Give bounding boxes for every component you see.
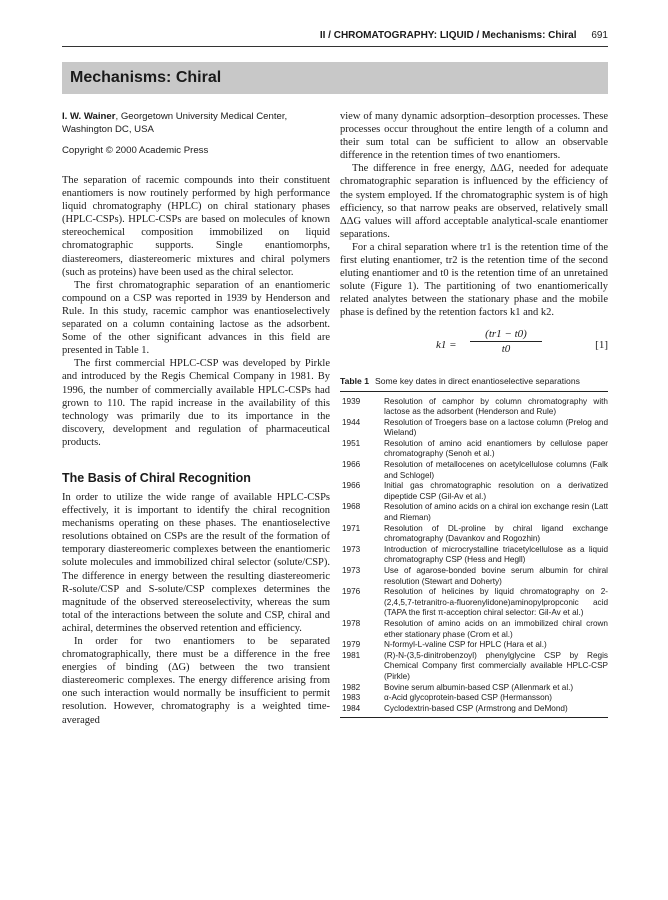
copyright-line: Copyright © 2000 Academic Press	[62, 145, 209, 156]
basis-paragraph-2: In order for two enantiomers to be separated chromatographically, there must be a difference in the free energies of binding (ΔG) between the two transient diastereomeric complexes. The energy difference arising from one such interaction would normally be insufficient to permit resolution. However, chromatography is a weighted time-averaged	[62, 636, 330, 726]
table-cell-event: Resolution of amino acids on a chiral ion exchange resin (Latt and Rieman)	[384, 502, 608, 523]
table-cell-year: 1966	[342, 460, 361, 470]
table-cell-year: 1979	[342, 640, 361, 650]
table-row	[340, 619, 608, 640]
table-cell-event: Resolution of amino acid enantiomers by cellulose paper chromatography (Senoh et al.)	[384, 438, 608, 459]
table-cell-year: 1966	[342, 481, 361, 491]
equation-denominator: t0	[501, 342, 511, 355]
continued-paragraph-2: The difference in free energy, ΔΔG, needed for adequate chromatographic separation is influenced by the efficiency of the system employed. If the chromatographic system is of high efficiency, so that narrow peaks are observed, relatively small ΔΔG values will afford acceptable analytical-scale enantiomer separations.	[340, 163, 608, 240]
intro-paragraph-3: The first commercial HPLC-CSP was developed by Pirkle and introduced by the Regis Chemical Company in 1981. By 1996, the number of commercially available HPLC-CSPs had grown to 110. The rapid increase in the availability of this technology was primarily due to its importance in the discovery, development and regulation of pharmaceutical products.	[62, 358, 330, 448]
table-cell-year: 1973	[342, 566, 361, 575]
table-row	[340, 418, 608, 439]
table-cell-year: 1983	[342, 693, 361, 703]
author-name: I. W. Wainer	[62, 111, 116, 122]
equation-number: [1]	[595, 338, 608, 351]
table-bottom-rule	[340, 717, 608, 718]
table-cell-year: 1973	[342, 544, 361, 554]
equation-1	[340, 328, 608, 366]
table-cell-event: Use of agarose-bonded bovine serum albumin for chiral resolution (Stewart and Doherty)	[384, 566, 608, 586]
intro-paragraph-1: The separation of racemic compounds into their constituent enantiomers is now routinely performed by high performance liquid chromatography (HPLC) on chiral stationary phases (HPLC-CSPs). HPLC-CSPs are based on molecules of known stereochemical composition immobilized on liquid chromatographic supports. Single enantiomorphs, diastereomers, diastereomeric mixtures and chiral polymers (such as proteins) have been used as the chiral selector.	[62, 175, 330, 278]
table-row	[340, 502, 608, 523]
left-column	[62, 110, 330, 727]
table-cell-year: 1981	[342, 650, 361, 660]
title-band	[62, 62, 608, 94]
table-row	[340, 693, 608, 704]
table-body	[340, 392, 608, 715]
running-header	[62, 30, 608, 44]
table-cell-year: 1968	[342, 502, 361, 512]
table-label: Table 1	[340, 375, 369, 386]
author-affiliation: , Georgetown University Medical Center, Washington DC, USA	[62, 111, 288, 135]
continued-text	[340, 110, 608, 320]
table-row	[340, 651, 608, 683]
equation-fraction	[470, 328, 542, 355]
table-cell-year: 1971	[342, 523, 361, 533]
table-cell-event: Bovine serum albumin-based CSP (Allenmark et al.)	[384, 682, 574, 692]
author-block	[62, 110, 330, 136]
equation-lhs: k1 =	[436, 338, 457, 351]
table-row	[340, 587, 608, 619]
section-heading: The Basis of Chiral Recognition	[62, 470, 251, 485]
table-cell-year: 1978	[342, 618, 361, 628]
table-cell-event: (R)-N-(3,5-dinitrobenzoyl) phenylglycine CSP by Regis Chemical Company first commercially available HPLC-CSP (Pirkle)	[384, 650, 608, 681]
table-caption-text: Some key dates in direct enantioselective separations	[374, 375, 580, 386]
table-row	[340, 566, 608, 587]
table-cell-event: α-Acid glycoprotein-based CSP (Hermansson)	[384, 693, 552, 703]
table-row	[340, 460, 608, 481]
table-row	[340, 640, 608, 651]
table-cell-year: 1951	[342, 438, 361, 448]
table-row	[340, 524, 608, 545]
running-title: II / CHROMATOGRAPHY: LIQUID / Mechanisms: Chiral	[319, 30, 577, 41]
table-cell-event: Cyclodextrin-based CSP (Armstrong and DeMond)	[384, 703, 568, 713]
table-cell-event: Introduction of microcrystalline triacetylcellulose as a liquid chromatography CSP (Hess and Hegll)	[384, 544, 608, 565]
table-row	[340, 439, 608, 460]
table-cell-event: N-formyl-L-valine CSP for HPLC (Hara et al.)	[384, 640, 547, 650]
intro-text	[62, 174, 330, 449]
table-cell-event: Resolution of amino acids on an immobilized chiral crown ether stationary phase (Crom et al.)	[384, 618, 608, 639]
key-dates-table	[340, 392, 608, 715]
intro-paragraph-2: The first chromatographic separation of an enantiomeric compound on a CSP was reported in 1939 by Henderson and Rule. In this study, racemic camphor was enantioselectively separated on a column containing lactose as the adsorbent. Some of the other significant advances in this field are presented in Table 1.	[62, 279, 330, 357]
basis-paragraph-1: In order to utilize the wide range of available HPLC-CSPs effectively, it is important to identify the chiral recognition mechanisms operating on these phases. The enantioselective resolutions obtained on CSPs are the result of the formation of temporary diastereomeric complexes between the enantiomeric solute molecules and immobilized chiral selector (solute/CSP). The difference in energy between the resulting diastereomeric R-solute/CSP and S-solute/CSP complexes determines the magnitude of the observed stereoselectivity, whereas the sum total of the interactions between the solute and CSP, chiral and achiral, determines the observed retention and efficiency.	[62, 491, 330, 634]
article-title: Mechanisms: Chiral	[70, 69, 222, 86]
table-cell-event: Resolution of camphor by column chromatography with lactose as the adsorbent (Henderson and Rule)	[384, 396, 608, 417]
table-caption	[340, 376, 608, 392]
table-row	[340, 683, 608, 694]
table-cell-year: 1982	[342, 682, 361, 692]
page-number: 691	[591, 30, 608, 41]
continued-paragraph-1: view of many dynamic adsorption–desorption processes. These processes occur throughout the entire length of a column and their sum total can be sufficient to allow an observable difference in the retention times of two enantiomers.	[340, 111, 608, 162]
table-cell-year: 1984	[342, 703, 361, 713]
continued-paragraph-3: For a chiral separation where tr1 is the retention time of the first eluting enantiomer, tr2 is the retention time of the second eluting enantiomer and t0 is the retention time of an unretained solute (Figure 1). The partitioning of two enantiomerically related analytes between the stationary phase and the mobile phase is defined by the retention factors k1 and k2.	[340, 241, 608, 319]
table-cell-event: Initial gas chromatographic resolution on a derivatized dipeptide CSP (Gil-Av et al.)	[384, 481, 608, 501]
table-cell-year: 1939	[342, 396, 361, 406]
table-cell-event: Resolution of DL-proline by chiral ligand exchange chromatography (Davankov and Rogozhin)	[384, 523, 608, 544]
table-row	[340, 545, 608, 566]
table-cell-year: 1944	[342, 417, 361, 427]
header-rule	[62, 46, 608, 47]
equation-numerator: (tr1 − t0)	[485, 327, 527, 340]
table-cell-event: Resolution of helicines by liquid chromatography on 2-(2,4,5,7-tetranitro-a-fluorenylidone)aminopylpropconic acid (TAPA the first π-acception chiral selector: Gil-Av et al.)	[384, 587, 608, 618]
table-cell-event: Resolution of Troegers base on a lactose column (Prelog and Wieland)	[384, 417, 608, 438]
basis-text	[62, 491, 330, 727]
table-cell-event: Resolution of metallocenes on acetylcellulose columns (Falk and Schlogel)	[384, 460, 608, 480]
table-cell-year: 1976	[342, 587, 361, 597]
table-row	[340, 704, 608, 715]
right-column	[340, 110, 608, 718]
table-row	[340, 392, 608, 418]
table-row	[340, 481, 608, 502]
